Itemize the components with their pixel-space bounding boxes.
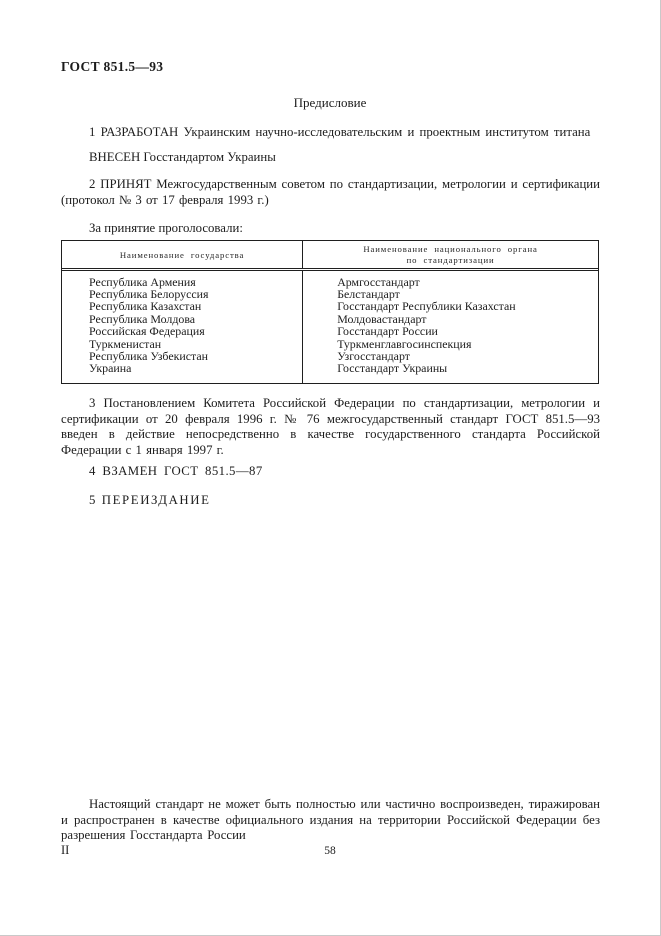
state-cell: Российская Федерация [89,324,205,339]
org-cell: Молдовастандарт [337,311,427,326]
column-header-state [62,241,303,268]
voting-table-body [62,271,598,383]
clause-5-reissue: 5 ПЕРЕИЗДАНИЕ [89,493,211,507]
org-cell: Армгосстандарт [337,274,420,289]
org-cell: Госстандарт Украины [337,361,448,376]
footer-roman-numeral: II [61,843,70,857]
org-cell: Госстандарт Республики Казахстан [337,299,516,314]
state-cell: Туркменистан [89,336,162,351]
footer-page-number: 58 [324,845,336,857]
clause-1-submitted: ВНЕСЕН Госстандартом Украины [89,150,276,164]
preface-title: Предисловие [293,95,367,110]
copyright-notice: Настоящий стандарт не может быть полностью или частично воспроизведен, тиражирован и распространен в качестве официального издания на территории Российской Федерации без разрешения Госстандарта России [61,797,600,843]
column-header-org [303,241,598,268]
org-cell: Узгосстандарт [337,349,410,364]
column-header-org-line2: по стандартизации [406,254,495,265]
state-cell: Республика Молдова [89,311,196,326]
org-cell: Белстандарт [337,287,400,301]
state-column [62,271,303,383]
state-cell: Республика Армения [89,274,196,289]
state-cell: Украина [89,361,132,376]
vote-intro: За принятие проголосовали: [89,221,243,235]
clause-1-developed: 1 РАЗРАБОТАН Украинским научно-исследовательским и проектным институтом титана [89,125,591,139]
org-cell: Госстандарт России [337,324,438,339]
clause-2-accepted: 2 ПРИНЯТ Межгосударственным советом по стандартизации, метрологии и сертификации (протокол № 3 от 17 февраля 1993 г.) [61,177,600,207]
voting-table [61,240,599,384]
org-column [303,271,598,383]
state-cell: Республика Казахстан [89,299,202,314]
doc-code: ГОСТ 851.5—93 [61,59,164,74]
column-header-state-label: Наименование государства [119,249,245,260]
state-cell: Республика Узбекистан [89,349,208,364]
column-header-org-line1: Наименование национального органа [363,244,538,254]
org-cell: Туркменглавгосинспекция [337,336,472,351]
state-cell: Республика Белоруссия [89,287,209,301]
clause-3-enacted: 3 Постановлением Комитета Российской Федерации по стандартизации, метрологии и сертификации от 20 февраля 1996 г. № 76 межгосударственный стандарт ГОСТ 851.5—93 введен в действие непосредственно в качестве государственного стандарта Российской Федерации с 1 января 1997 г. [61,396,600,457]
clause-4-replaces: 4 ВЗАМЕН ГОСТ 851.5—87 [89,464,263,478]
voting-table-header [62,241,598,271]
